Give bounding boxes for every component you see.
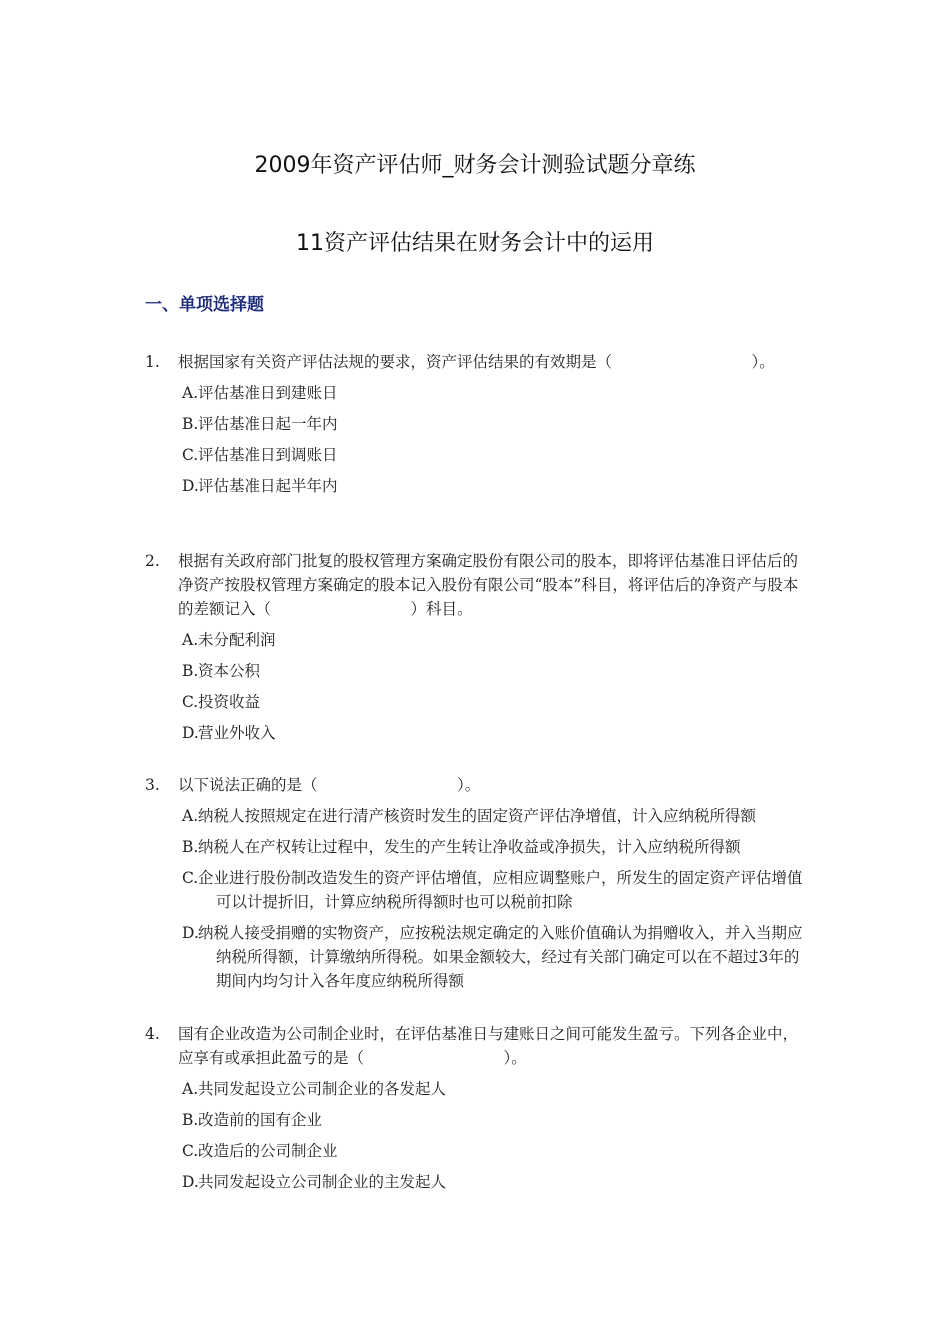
option-text: 共同发起设立公司制企业的主发起人 bbox=[198, 1173, 447, 1191]
question-text: 以下说法正确的是（ ）。 bbox=[178, 776, 481, 794]
chapter-title: 11资产评估结果在财务会计中的运用 bbox=[296, 231, 654, 256]
option-text: 评估基准日到调账日 bbox=[198, 446, 338, 464]
option-text: 改造前的国有企业 bbox=[198, 1111, 323, 1129]
option-label: A. bbox=[182, 1080, 199, 1098]
option-label: C. bbox=[182, 869, 199, 887]
option-label: B. bbox=[182, 838, 199, 856]
option-label: A. bbox=[182, 807, 199, 825]
option-c bbox=[182, 866, 810, 914]
option-text: 投资收益 bbox=[198, 693, 261, 711]
question-text: 根据有关政府部门批复的股权管理方案确定股份有限公司的股本，即将评估基准日评估后的净资产按股权管理方案确定的股本记入股份有限公司“股本”科目，将评估后的净资产与股本的差额记入（ ）科目。 bbox=[178, 552, 799, 618]
option-a bbox=[182, 804, 810, 828]
question-text: 国有企业改造为公司制企业时，在评估基准日与建账日之间可能发生盈亏。下列各企业中，应享有或承担此盈亏的是（ ）。 bbox=[178, 1025, 799, 1067]
question-number: 4. bbox=[145, 1025, 160, 1043]
option-d bbox=[182, 1170, 810, 1194]
option-text: 企业进行股份制改造发生的资产评估增值，应相应调整账户，所发生的固定资产评估增值可以计提折旧，计算应纳税所得额时也可以税前扣除 bbox=[198, 869, 803, 911]
option-b bbox=[182, 1108, 810, 1132]
question-2 bbox=[145, 549, 810, 752]
option-label: C. bbox=[182, 1142, 199, 1160]
option-text: 纳税人按照规定在进行清产核资时发生的固定资产评估净增值，计入应纳税所得额 bbox=[198, 807, 757, 825]
option-text: 改造后的公司制企业 bbox=[198, 1142, 338, 1160]
option-text: 评估基准日起一年内 bbox=[198, 415, 338, 433]
option-list bbox=[182, 381, 810, 498]
option-d bbox=[182, 921, 810, 993]
option-text: 营业外收入 bbox=[198, 724, 276, 742]
option-label: A. bbox=[182, 631, 199, 649]
option-text: 纳税人接受捐赠的实物资产，应按税法规定确定的入账价值确认为捐赠收入，并入当期应纳税所得额，计算缴纳所得税。如果金额较大，经过有关部门确定可以在不超过3年的期间内均匀计入各年度应纳税所得额 bbox=[198, 924, 803, 990]
option-label: A. bbox=[182, 384, 199, 402]
option-label: C. bbox=[182, 446, 199, 464]
question-4 bbox=[145, 1022, 810, 1201]
option-c bbox=[182, 690, 810, 714]
option-label: D. bbox=[182, 477, 199, 495]
option-label: D. bbox=[182, 724, 199, 742]
option-text: 资本公积 bbox=[198, 662, 261, 680]
option-text: 共同发起设立公司制企业的各发起人 bbox=[198, 1080, 447, 1098]
question-number: 3. bbox=[145, 776, 160, 794]
option-label: C. bbox=[182, 693, 199, 711]
question-number: 2. bbox=[145, 552, 160, 570]
option-text: 评估基准日到建账日 bbox=[198, 384, 338, 402]
option-list bbox=[182, 1077, 810, 1194]
option-text: 纳税人在产权转让过程中，发生的产生转让净收益或净损失，计入应纳税所得额 bbox=[198, 838, 741, 856]
option-text: 未分配利润 bbox=[198, 631, 276, 649]
option-b bbox=[182, 835, 810, 859]
option-d bbox=[182, 721, 810, 745]
option-label: D. bbox=[182, 1173, 199, 1191]
option-b bbox=[182, 412, 810, 436]
option-list bbox=[182, 804, 810, 993]
option-d bbox=[182, 474, 810, 498]
question-3 bbox=[145, 773, 810, 1000]
option-label: B. bbox=[182, 662, 199, 680]
question-1 bbox=[145, 350, 810, 505]
option-c bbox=[182, 443, 810, 467]
option-a bbox=[182, 381, 810, 405]
section-heading: 一、单项选择题 bbox=[145, 295, 264, 315]
option-b bbox=[182, 659, 810, 683]
document-title: 2009年资产评估师_财务会计测验试题分章练 bbox=[254, 153, 696, 178]
option-c bbox=[182, 1139, 810, 1163]
question-number: 1. bbox=[145, 353, 160, 371]
option-label: B. bbox=[182, 415, 199, 433]
option-text: 评估基准日起半年内 bbox=[198, 477, 338, 495]
option-label: B. bbox=[182, 1111, 199, 1129]
question-text: 根据国家有关资产评估法规的要求，资产评估结果的有效期是（ ）。 bbox=[178, 353, 775, 371]
option-label: D. bbox=[182, 924, 199, 942]
option-a bbox=[182, 628, 810, 652]
option-list bbox=[182, 628, 810, 745]
option-a bbox=[182, 1077, 810, 1101]
